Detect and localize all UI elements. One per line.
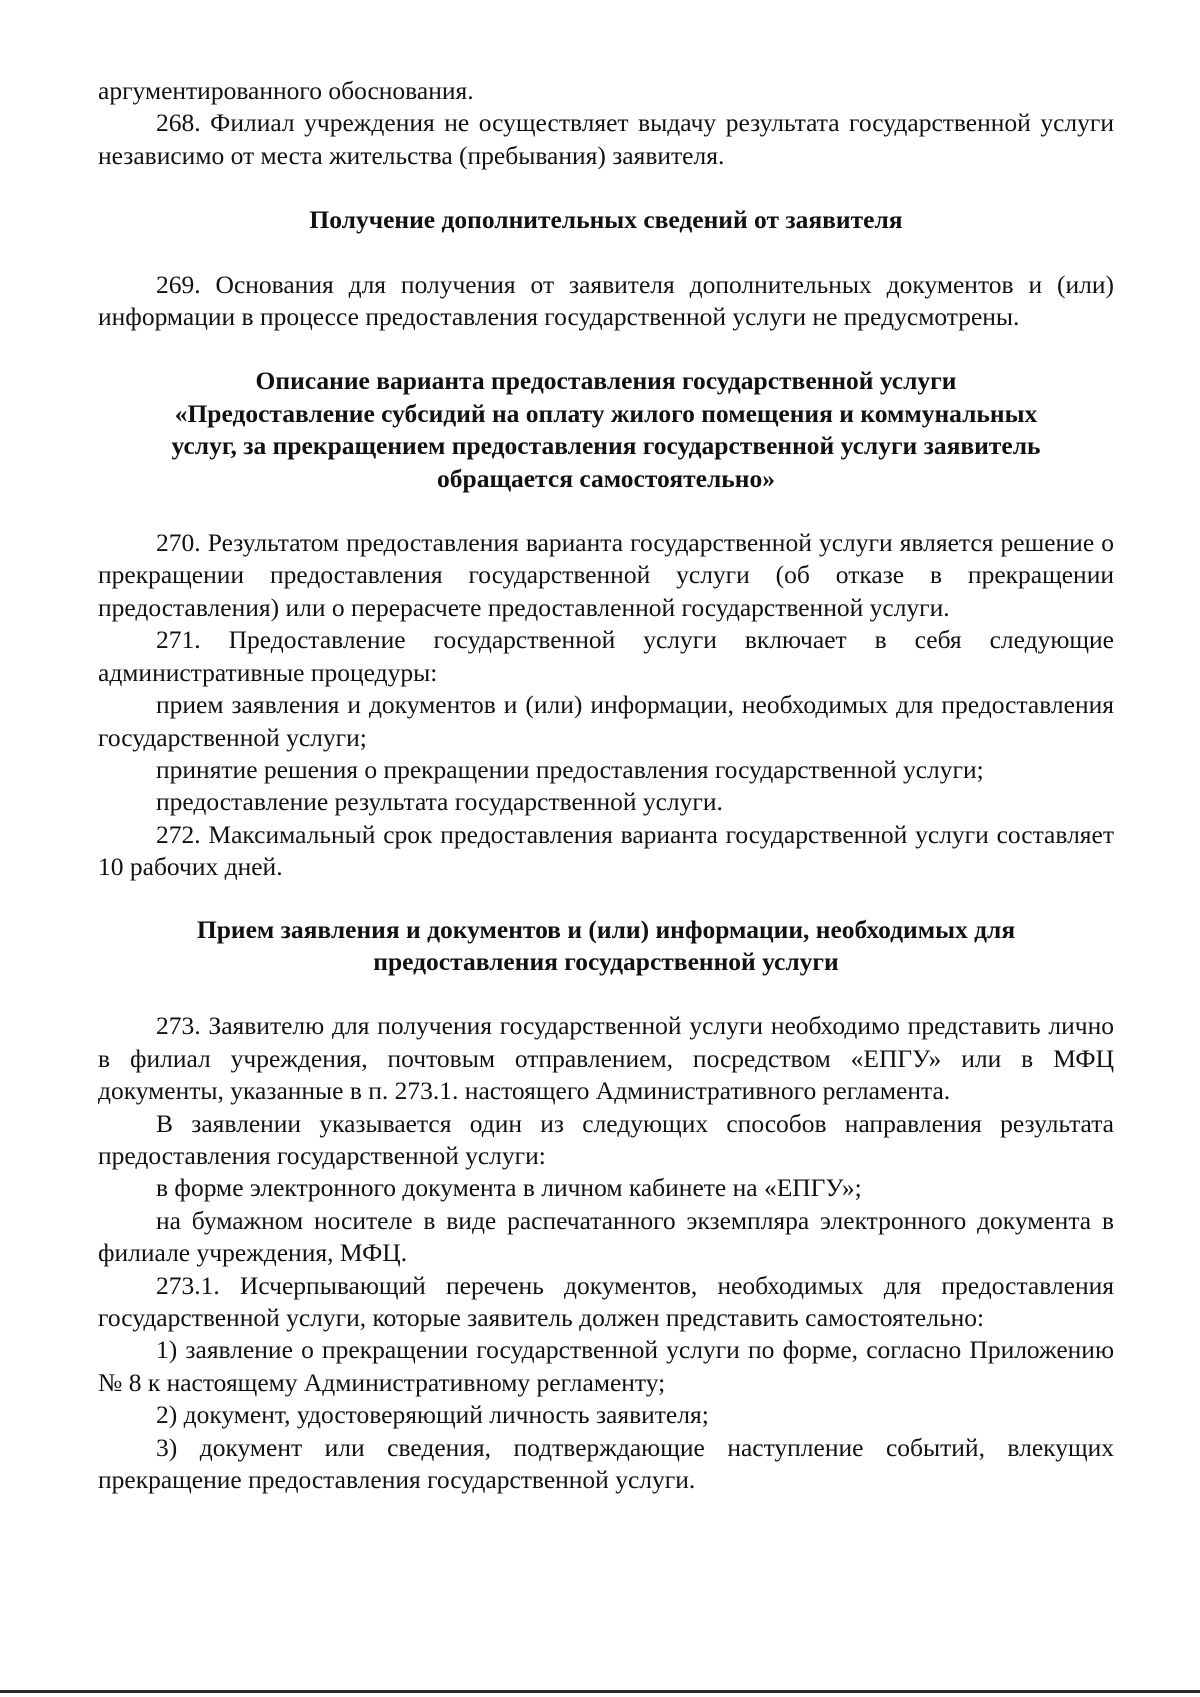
continued-line: аргументированного обоснования. bbox=[98, 76, 474, 105]
heading-additional-info: Получение дополнительных сведений от заявителя bbox=[309, 205, 903, 235]
scan-edge-line bbox=[0, 1690, 1200, 1693]
paragraph-271-item-1: прием заявления и документов и (или) информации, необходимых для предоставления государственной услуги; bbox=[98, 690, 1114, 752]
paragraph-273-1-item-3: 3) документ или сведения, подтверждающие наступление событий, влекущих прекращение предоставления государственной услуги. bbox=[98, 1432, 1114, 1495]
paragraph-273-1: 273.1. Исчерпывающий перечень документов, необходимых для предоставления государственной услуги, которые заявитель должен представить самостоятельно: bbox=[98, 1270, 1114, 1332]
heading-application-intake-line2: предоставления государственной услуги bbox=[373, 946, 839, 976]
paragraph-272: 272. Максимальный срок предоставления варианта государственной услуги составляет 10 рабочих дней. bbox=[98, 819, 1114, 882]
paragraph-268: 268. Филиал учреждения не осуществляет выдачу результата государственной услуги независимо от места жительства (пребывания) заявителя. bbox=[98, 108, 1114, 170]
paragraph-273-1-item-1: 1) заявление о прекращении государственной услуги по форме, согласно Приложению № 8 к настоящему Административному регламенту; bbox=[98, 1335, 1114, 1397]
paragraph-270: 270. Результатом предоставления варианта государственной услуги является решение о прекращении предоставления государственной услуги (об отказе в прекращении предоставления) или о перерасчете предоставленной государственной услуги. bbox=[98, 528, 1114, 622]
paragraph-273-method-2: на бумажном носителе в виде распечатанного экземпляра электронного документа в филиале учреждения, МФЦ. bbox=[98, 1205, 1114, 1268]
heading-service-variant-line3: услуг, за прекращением предоставления государственной услуги заявитель bbox=[171, 431, 1041, 461]
document-body bbox=[98, 75, 1114, 1496]
paragraph-271: 271. Предоставление государственной услуги включает в себя следующие административные процедуры: bbox=[98, 625, 1114, 687]
paragraph-271-item-3: предоставление результата государственной услуги. bbox=[156, 787, 723, 817]
heading-service-variant-line1: Описание варианта предоставления государственной услуги bbox=[255, 366, 957, 396]
heading-application-intake-line1: Прием заявления и документов и (или) информации, необходимых для bbox=[196, 914, 1016, 944]
paragraph-269: 269. Основания для получения от заявителя дополнительных документов и (или) информации в процессе предоставления государственной услуги не предусмотрены. bbox=[98, 269, 1114, 332]
paragraph-273: 273. Заявителю для получения государственной услуги необходимо представить лично в филиал учреждения, почтовым отправлением, посредством «ЕПГУ» или в МФЦ документы, указанные в п. 273.1. настоящего Административного регламента. bbox=[98, 1011, 1114, 1106]
heading-service-variant-line4: обращается самостоятельно» bbox=[437, 463, 775, 493]
heading-application-intake bbox=[98, 914, 1114, 979]
paragraph-273-1-item-2: 2) документ, удостоверяющий личность заявителя; bbox=[156, 1400, 709, 1430]
heading-service-variant bbox=[98, 365, 1114, 495]
paragraph-273-methods: В заявлении указывается один из следующих способов направления результата предоставления государственной услуги: bbox=[98, 1108, 1114, 1170]
paragraph-273-method-1: в форме электронного документа в личном кабинете на «ЕПГУ»; bbox=[156, 1173, 862, 1203]
paragraph-271-item-2: принятие решения о прекращении предоставления государственной услуги; bbox=[156, 754, 984, 784]
heading-service-variant-line2: «Предоставление субсидий на оплату жилого помещения и коммунальных bbox=[174, 398, 1038, 428]
